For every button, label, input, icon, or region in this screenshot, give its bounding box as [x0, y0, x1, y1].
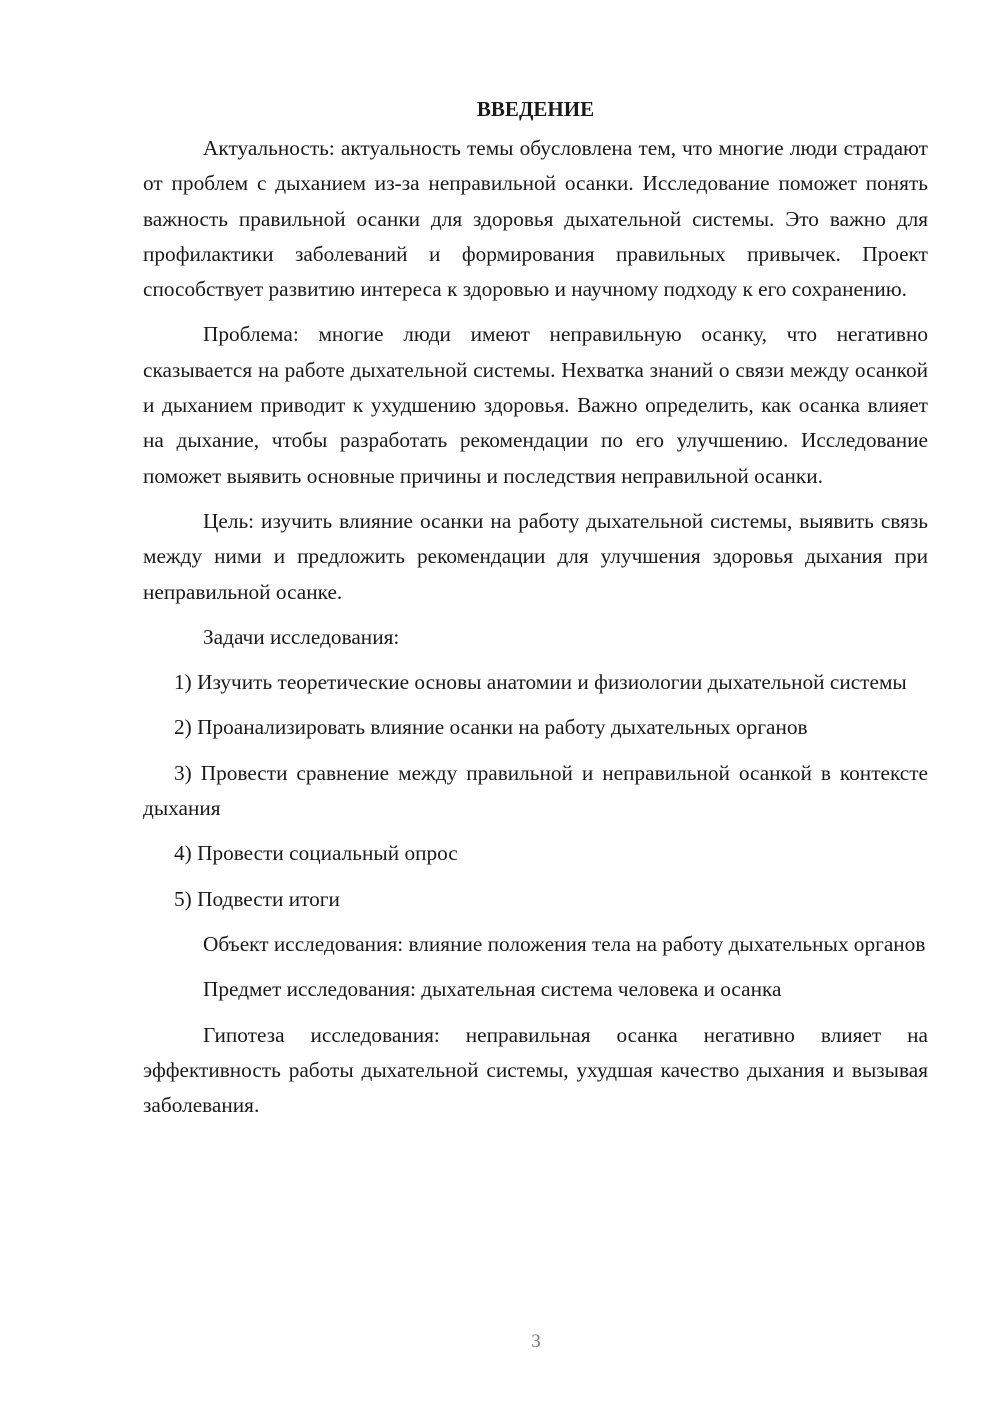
paragraph-goal: Цель: изучить влияние осанки на работу дыхательной системы, выявить связь между ними и предложить рекомендации для улучшения здоровья дыхания при неправильной осанке.: [143, 508, 928, 604]
paragraph-subject: Предмет исследования: дыхательная система человека и осанка: [203, 977, 782, 1002]
task-item-5: 5) Подвести итоги: [174, 886, 340, 911]
task-item-3: 3) Провести сравнение между правильной и неправильной осанкой в контексте дыхания: [143, 760, 928, 821]
paragraph-relevance: Актуальность: актуальность темы обусловлена тем, что многие люди страдают от проблем с дыханием из-за неправильной осанки. Исследование поможет понять важность правильной осанки для здоровья дыхательной системы. Это важно для профилактики заболеваний и формирования правильных привычек. Проект способствует развитию интереса к здоровью и научному подходу к его сохранению.: [143, 136, 928, 302]
document-page: [143, 92, 928, 1133]
page-number: 3: [531, 1331, 541, 1352]
tasks-heading: Задачи исследования:: [203, 624, 400, 649]
task-item-2: 2) Проанализировать влияние осанки на работу дыхательных органов: [174, 715, 808, 740]
paragraph-problem: Проблема: многие люди имеют неправильную осанку, что негативно сказывается на работе дыхательной системы. Нехватка знаний о связи между осанкой и дыханием приводит к ухудшению здоровья. Важно определить, как осанка влияет на дыхание, чтобы разработать рекомендации по его улучшению. Исследование поможет выявить основные причины и последствия неправильной осанки.: [143, 322, 928, 488]
task-item-4: 4) Провести социальный опрос: [174, 841, 458, 866]
task-item-1: 1) Изучить теоретические основы анатомии и физиологии дыхательной системы: [174, 670, 907, 695]
section-title: ВВЕДЕНИЕ: [476, 97, 595, 121]
paragraph-hypothesis: Гипотеза исследования: неправильная осанка негативно влияет на эффективность работы дыхательной системы, ухудшая качество дыхания и вызывая заболевания.: [143, 1022, 928, 1118]
paragraph-object: Объект исследования: влияние положения тела на работу дыхательных органов: [203, 931, 926, 956]
